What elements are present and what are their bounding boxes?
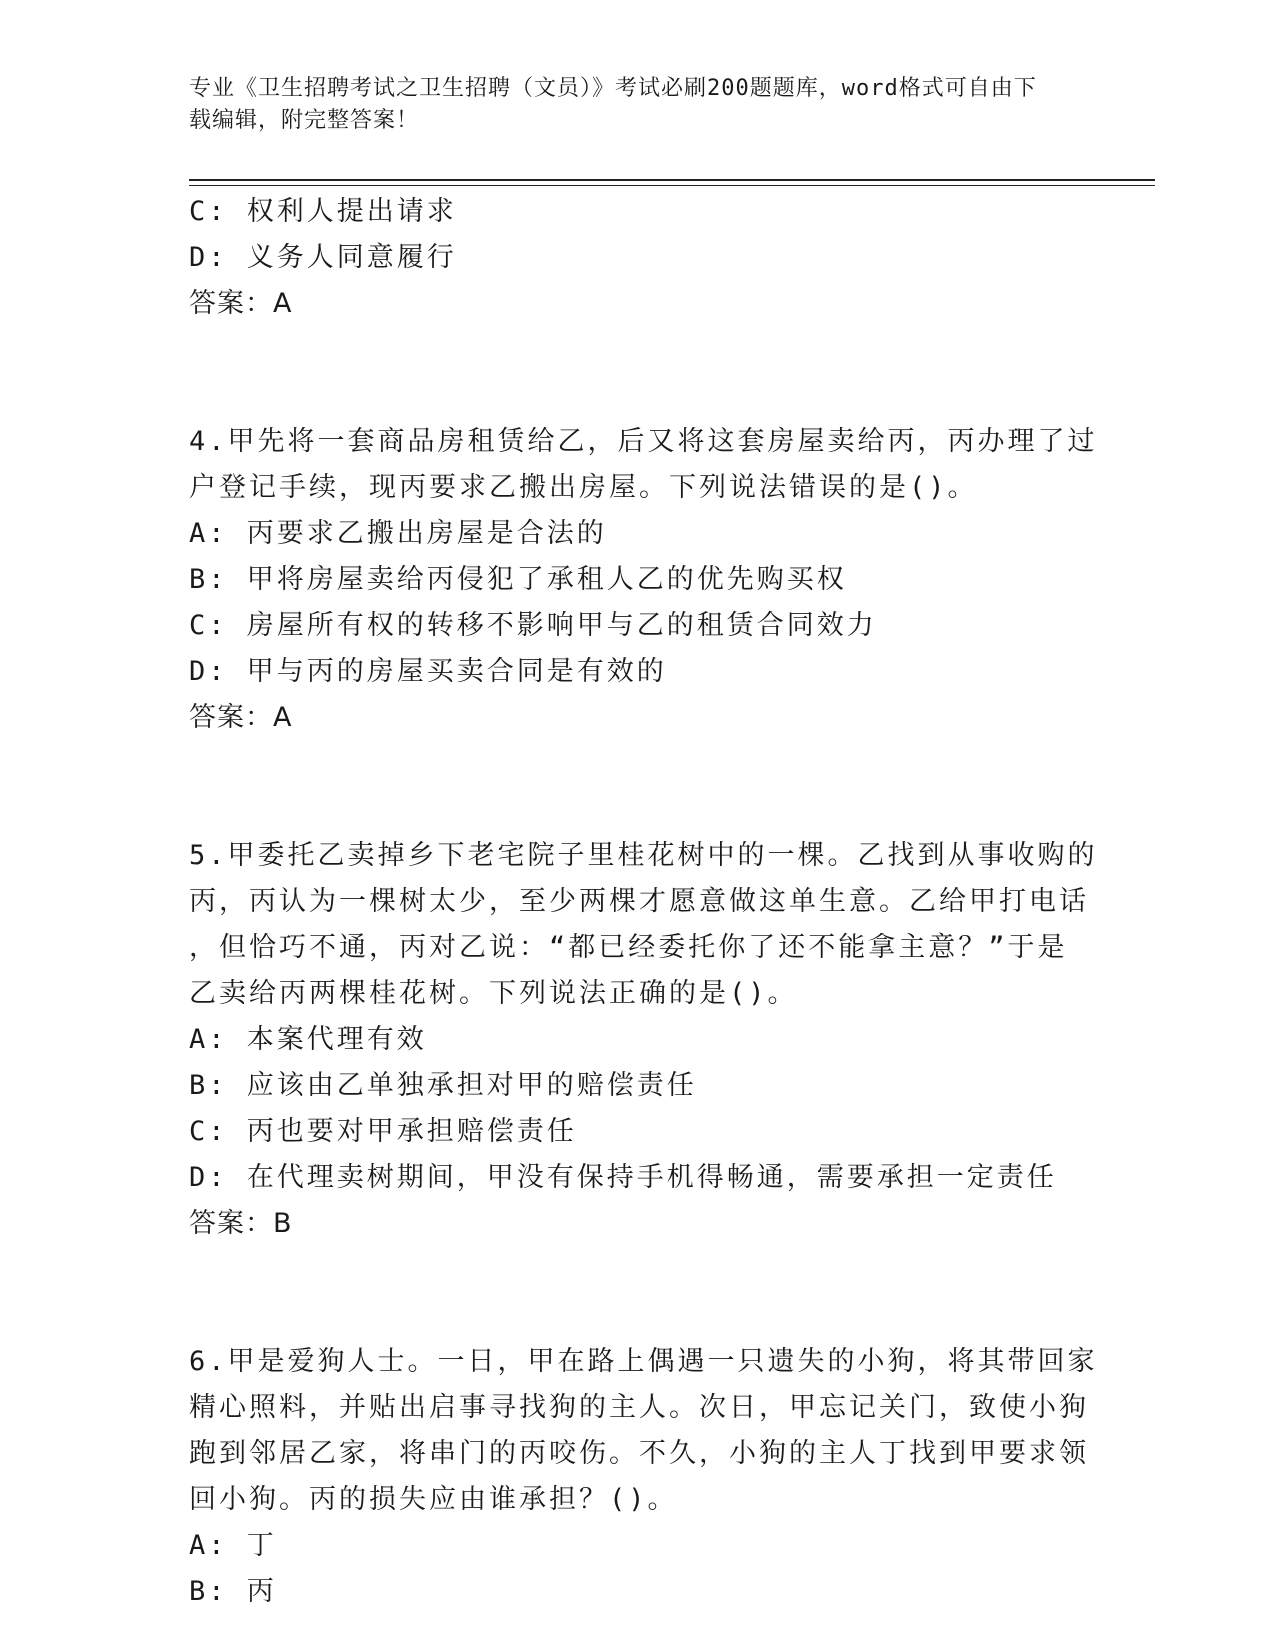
option-b: B: 丙 <box>189 1576 277 1607</box>
question-5 <box>189 833 1098 1247</box>
option-c: C: 丙也要对甲承担赔偿责任 <box>189 1116 577 1147</box>
answer-line: 答案：A <box>189 702 293 733</box>
question-text-line: 回小狗。丙的损失应由谁承担？()。 <box>189 1484 678 1515</box>
question-3-partial <box>189 189 1069 327</box>
option-a: A: 本案代理有效 <box>189 1024 427 1055</box>
header-divider-thin <box>189 185 1155 186</box>
option-c: C: 权利人提出请求 <box>189 196 457 227</box>
question-text-line: ，但恰巧不通，丙对乙说：“都已经委托你了还不能拿主意？”于是 <box>189 932 1068 963</box>
question-text-line: 户登记手续，现丙要求乙搬出房屋。下列说法错误的是()。 <box>189 472 978 503</box>
answer-line: 答案：B <box>189 1208 293 1239</box>
question-text-line: 4.甲先将一套商品房租赁给乙，后又将这套房屋卖给丙，丙办理了过 <box>189 426 1098 457</box>
header-divider-thick <box>189 179 1155 181</box>
option-d: D: 义务人同意履行 <box>189 242 457 273</box>
question-text-line: 6.甲是爱狗人士。一日，甲在路上偶遇一只遗失的小狗，将其带回家 <box>189 1346 1098 1377</box>
question-text-line: 精心照料，并贴出启事寻找狗的主人。次日，甲忘记关门，致使小狗 <box>189 1392 1089 1423</box>
option-a: A: 丁 <box>189 1530 277 1561</box>
question-6 <box>189 1339 1098 1615</box>
question-4 <box>189 419 1098 741</box>
option-b: B: 应该由乙单独承担对甲的赔偿责任 <box>189 1070 697 1101</box>
question-text-line: 丙，丙认为一棵树太少，至少两棵才愿意做这单生意。乙给甲打电话 <box>189 886 1089 917</box>
option-a: A: 丙要求乙搬出房屋是合法的 <box>189 518 607 549</box>
option-d: D: 甲与丙的房屋买卖合同是有效的 <box>189 656 667 687</box>
option-c: C: 房屋所有权的转移不影响甲与乙的租赁合同效力 <box>189 610 877 641</box>
question-text-line: 乙卖给丙两棵桂花树。下列说法正确的是()。 <box>189 978 798 1009</box>
question-text-line: 跑到邻居乙家，将串门的丙咬伤。不久，小狗的主人丁找到甲要求领 <box>189 1438 1089 1469</box>
option-b: B: 甲将房屋卖给丙侵犯了承租人乙的优先购买权 <box>189 564 847 595</box>
answer-line: 答案：A <box>189 288 293 319</box>
question-text-line: 5.甲委托乙卖掉乡下老宅院子里桂花树中的一棵。乙找到从事收购的 <box>189 840 1098 871</box>
question-list <box>189 189 1098 1615</box>
option-d: D: 在代理卖树期间，甲没有保持手机得畅通，需要承担一定责任 <box>189 1162 1057 1193</box>
document-header: 专业《卫生招聘考试之卫生招聘（文员）》考试必刷200题题库，word格式可自由下载编辑，附完整答案！ <box>189 76 1037 133</box>
